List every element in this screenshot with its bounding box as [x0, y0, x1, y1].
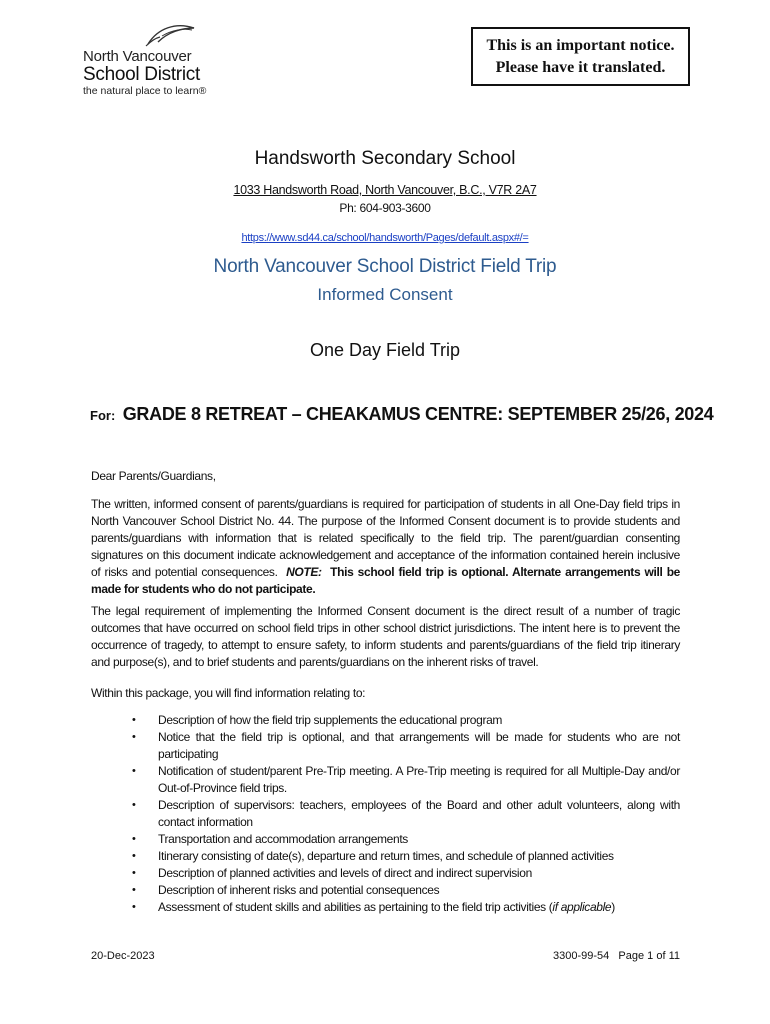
list-item: • Transportation and accommodation arrangements	[132, 832, 408, 846]
bullet-icon: •	[132, 765, 136, 777]
list-item: • Description of inherent risks and potential consequences	[132, 883, 440, 897]
bullet-icon: •	[132, 731, 136, 743]
translation-notice-box	[471, 27, 690, 86]
bullet-icon: •	[132, 850, 136, 862]
notice-line-2: Please have it translated.	[495, 59, 666, 76]
school-phone: Ph: 604-903-3600	[339, 201, 431, 215]
form-title: North Vancouver School District Field Trip	[213, 256, 557, 277]
notice-line-1: This is an important notice.	[486, 37, 675, 54]
list-item: • Notice that the field trip is optional, and that arrangements will be made for students who are not participating	[132, 730, 680, 761]
bullet-icon: •	[132, 714, 136, 726]
package-intro: Within this package, you will find information relating to:	[91, 686, 366, 700]
list-item: • Itinerary consisting of date(s), departure and return times, and schedule of planned activities	[132, 849, 614, 863]
school-address: 1033 Handsworth Road, North Vancouver, B.C., V7R 2A7	[233, 183, 537, 197]
leaf-icon	[144, 22, 196, 48]
logo-line-2: School District	[83, 64, 200, 85]
school-name: Handsworth Secondary School	[254, 148, 516, 169]
district-logo	[80, 20, 230, 100]
bullet-icon: •	[132, 867, 136, 879]
list-item: • Description of how the field trip supplements the educational program	[132, 713, 503, 727]
list-item: • Assessment of student skills and abilities as pertaining to the field trip activities (if applicable)	[132, 900, 615, 914]
bullet-icon: •	[132, 799, 136, 811]
list-item: • Notification of student/parent Pre-Trip meeting. A Pre-Trip meeting is required for all Multiple-Day and/or Out-of-Province field trips.	[132, 764, 680, 795]
bullet-icon: •	[132, 901, 136, 913]
bullet-icon: •	[132, 833, 136, 845]
trip-for-line	[90, 404, 713, 425]
consent-paragraph-2	[91, 603, 680, 671]
for-label: For:	[90, 408, 116, 423]
bullet-icon: •	[132, 884, 136, 896]
form-subtitle: Informed Consent	[317, 285, 453, 304]
footer-page-info	[553, 950, 680, 962]
list-item: • Description of supervisors: teachers, employees of the Board and other adult volunteers, along with contact information	[132, 798, 680, 829]
school-url-link[interactable]: https://www.sd44.ca/school/handsworth/Pages/default.aspx#/=	[241, 232, 529, 244]
list-item: • Description of planned activities and levels of direct and indirect supervision	[132, 866, 532, 880]
footer-date: 20-Dec-2023	[91, 950, 155, 962]
page-number: Page 1 of 11	[618, 950, 680, 962]
greeting: Dear Parents/Guardians,	[91, 469, 216, 483]
note-text: This school field trip is optional. Alternate arrangements will be made for students who do not participate.	[91, 565, 681, 596]
trip-type: One Day Field Trip	[309, 340, 461, 360]
logo-tagline: the natural place to learn®	[83, 85, 207, 97]
trip-name: GRADE 8 RETREAT – CHEAKAMUS CENTRE: SEPTEMBER 25/26, 2024	[122, 404, 714, 424]
note-label: NOTE:	[286, 565, 322, 579]
consent-paragraph-1	[91, 496, 680, 598]
p2-text: The legal requirement of implementing the Informed Consent document is the direct result of a number of tragic outcomes that have occurred on school field trips in other school district jurisdictions. The intent here is to prevent the occurrence of tragedy, to attempt to ensure safety, to inform students and parents/guardians of the field trip itinerary and purpose(s), and to brief students and parents/guardians on the inherent risks of travel.	[91, 604, 680, 669]
p1-text: The written, informed consent of parents/guardians is required for participation of students in all One-Day field trips in North Vancouver School District No. 44. The purpose of the Informed Consent document is to provide students and parents/guardians with information that is related specifically to the field trip. The parent/guardian consenting signatures on this document indicate acknowledgement and acceptance of the information contained herein inclusive of risks and potential consequences.	[91, 497, 680, 579]
logo-line-1: North Vancouver	[83, 48, 192, 65]
form-number: 3300-99-54	[552, 950, 610, 962]
package-contents-list	[132, 712, 680, 916]
